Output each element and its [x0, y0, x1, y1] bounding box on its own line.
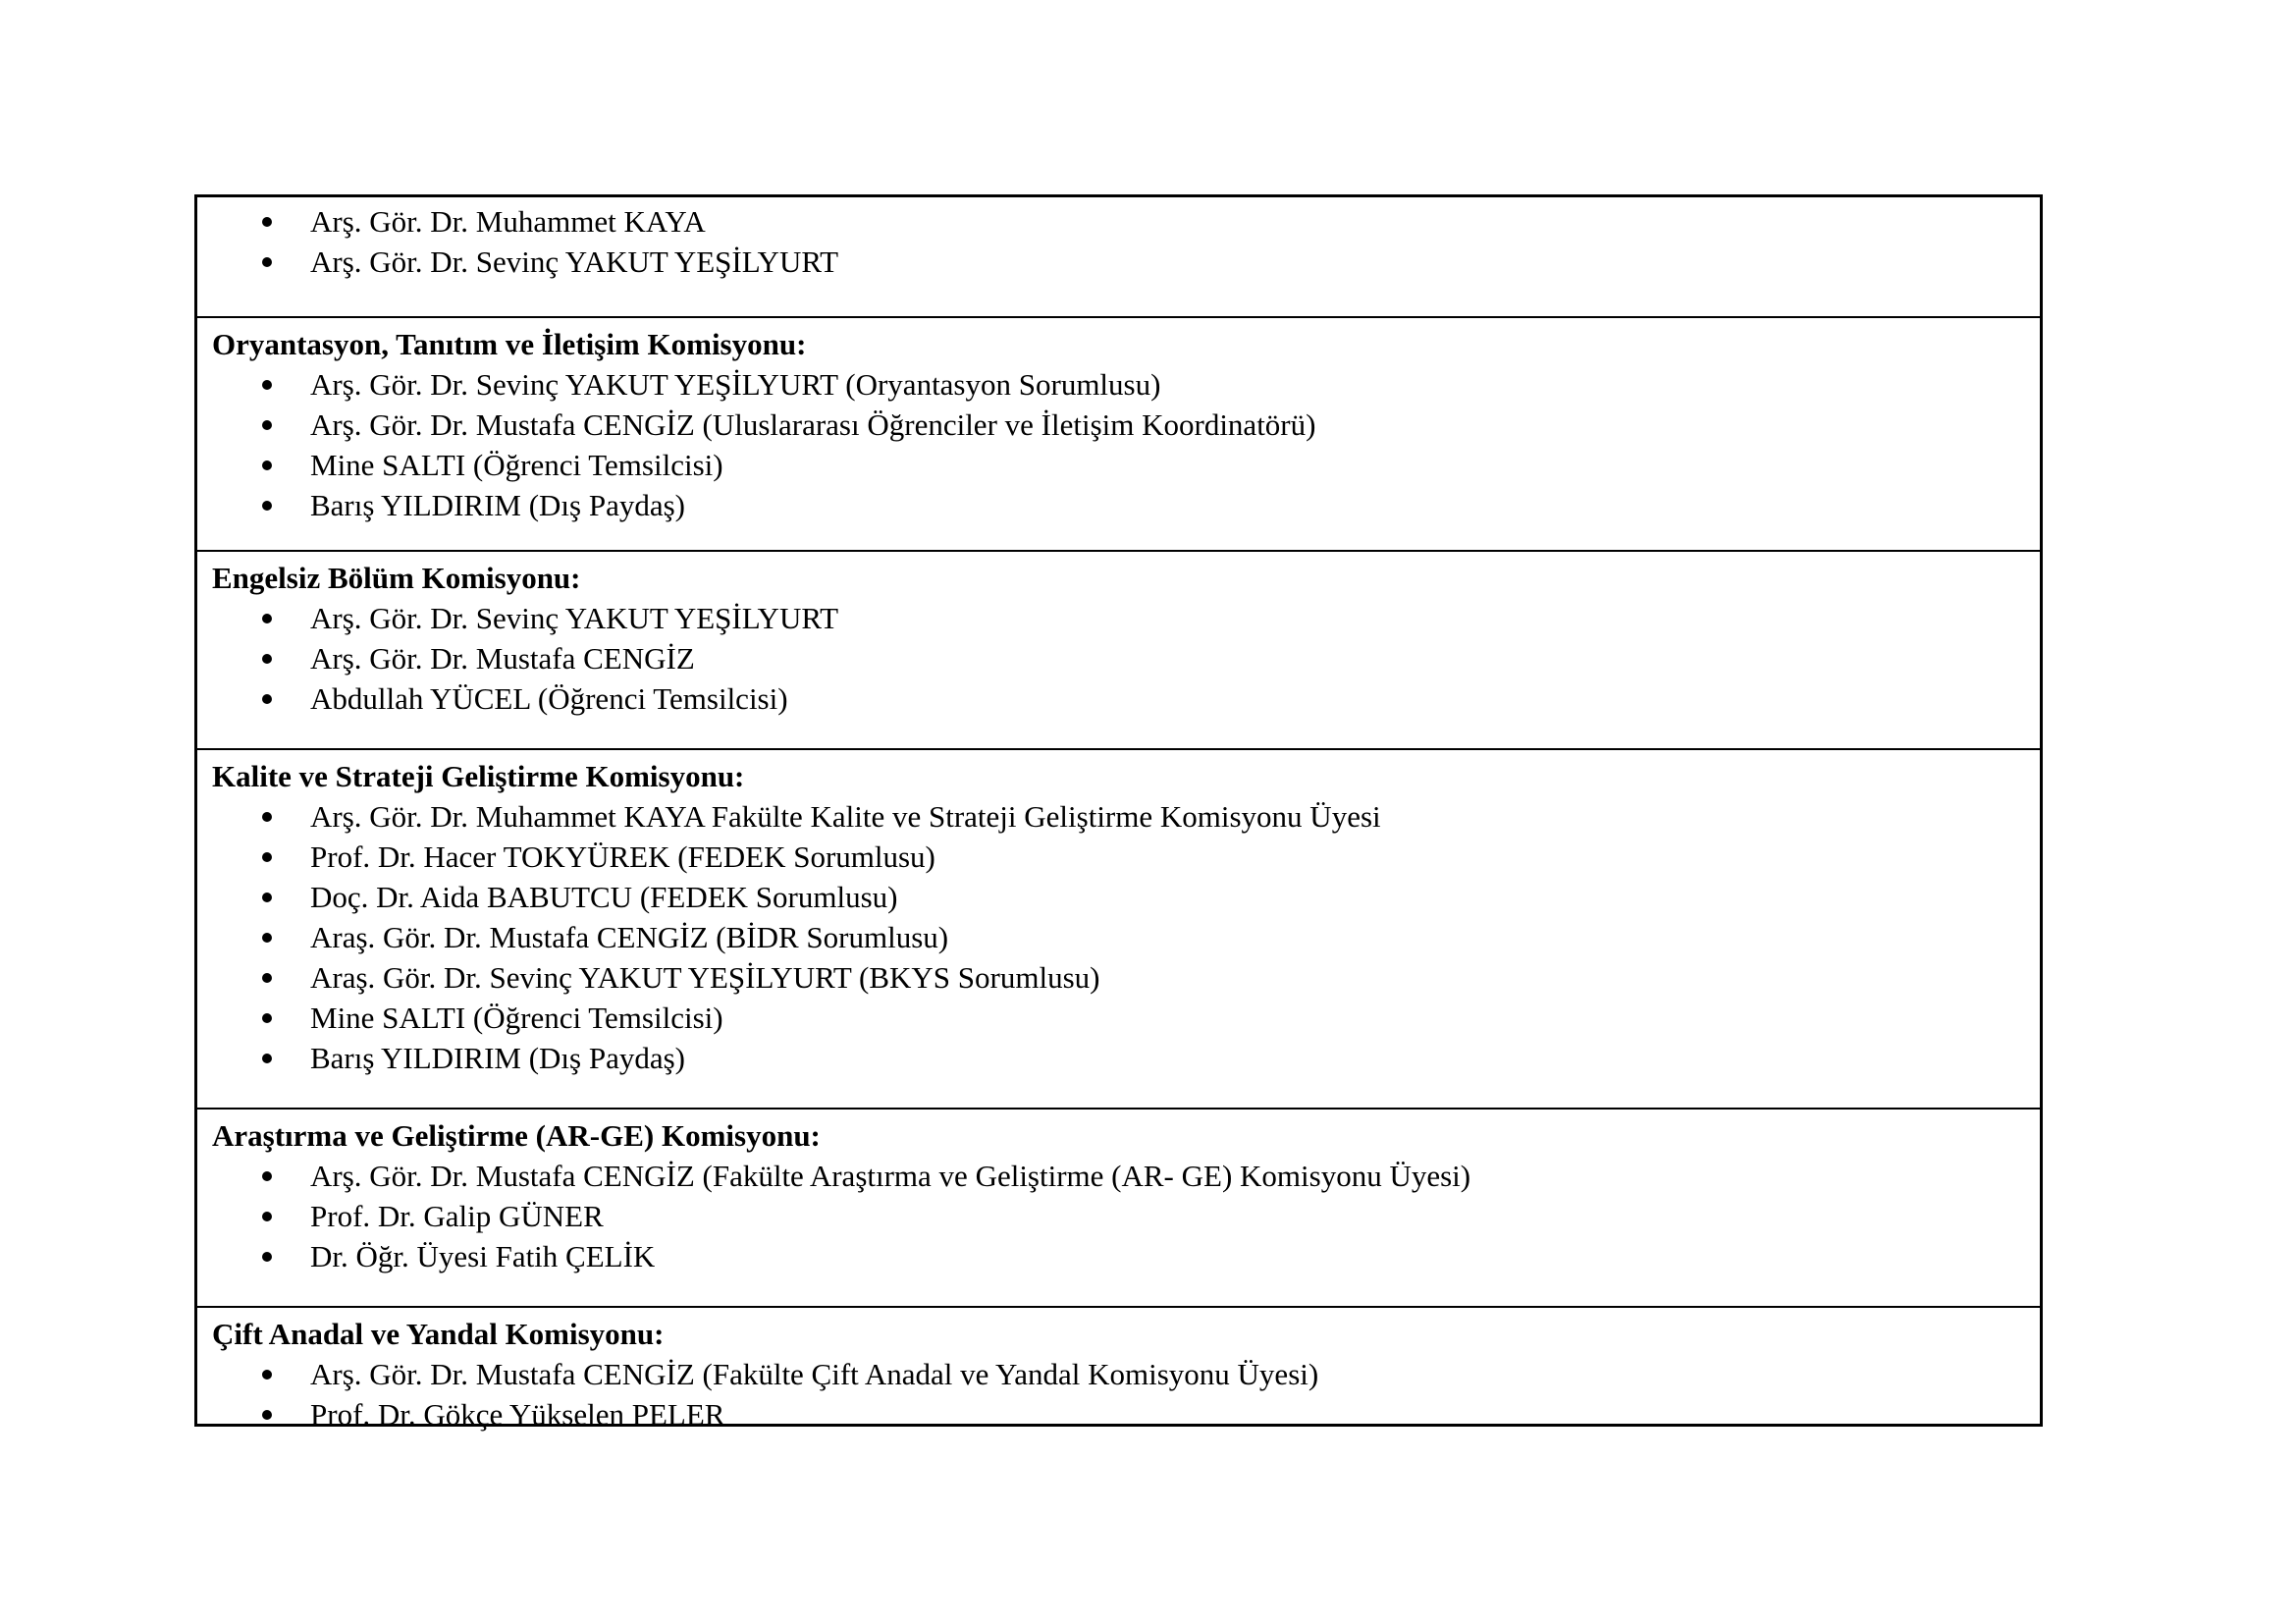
member-item [212, 445, 2040, 485]
member-list [212, 364, 2040, 525]
member-name: Arş. Gör. Dr. Mustafa CENGİZ (Uluslararası Öğrenciler ve İletişim Koordinatörü) [310, 407, 1316, 442]
member-item [212, 678, 2040, 719]
committee-title: Engelsiz Bölüm Komisyonu: [212, 561, 581, 595]
bullet-icon [262, 893, 272, 902]
committee-table [194, 194, 2043, 1432]
member-item [212, 998, 2040, 1038]
member-name: Mine SALTI (Öğrenci Temsilcisi) [310, 448, 723, 482]
member-item [212, 1236, 2040, 1276]
committee-section [197, 197, 2040, 316]
committee-title: Kalite ve Strateji Geliştirme Komisyonu: [212, 759, 745, 793]
member-item [212, 364, 2040, 405]
committee-title: Çift Anadal ve Yandal Komisyonu: [212, 1317, 665, 1351]
committee-section [197, 1306, 2040, 1432]
member-item [212, 837, 2040, 877]
bullet-icon [262, 1013, 272, 1023]
member-item [212, 638, 2040, 678]
member-name: Abdullah YÜCEL (Öğrenci Temsilcisi) [310, 681, 788, 716]
member-item [212, 405, 2040, 445]
member-item [212, 1354, 2040, 1394]
member-item [212, 796, 2040, 837]
bullet-icon [262, 460, 272, 470]
committee-section [197, 550, 2040, 748]
member-name: Araş. Gör. Dr. Mustafa CENGİZ (BİDR Sorumlusu) [310, 920, 949, 954]
member-item [212, 917, 2040, 957]
bullet-icon [262, 614, 272, 623]
member-list [212, 201, 2040, 282]
bullet-icon [262, 1410, 272, 1420]
bullet-icon [262, 852, 272, 862]
member-item [212, 598, 2040, 638]
member-name: Doç. Dr. Aida BABUTCU (FEDEK Sorumlusu) [310, 880, 898, 914]
bullet-icon [262, 1171, 272, 1181]
bullet-icon [262, 501, 272, 511]
member-item [212, 1394, 2040, 1435]
member-name: Arş. Gör. Dr. Mustafa CENGİZ (Fakülte Araştırma ve Geliştirme (AR- GE) Komisyonu Üyesi) [310, 1159, 1471, 1193]
member-name: Barış YILDIRIM (Dış Paydaş) [310, 1041, 685, 1075]
member-item [212, 485, 2040, 525]
member-item [212, 1156, 2040, 1196]
bullet-icon [262, 257, 272, 267]
bullet-icon [262, 973, 272, 983]
member-name: Arş. Gör. Dr. Muhammet KAYA Fakülte Kalite ve Strateji Geliştirme Komisyonu Üyesi [310, 799, 1381, 834]
bullet-icon [262, 812, 272, 822]
member-name: Barış YILDIRIM (Dış Paydaş) [310, 488, 685, 522]
committee-section [197, 748, 2040, 1108]
bullet-icon [262, 654, 272, 664]
member-name: Mine SALTI (Öğrenci Temsilcisi) [310, 1001, 723, 1035]
member-item [212, 1038, 2040, 1078]
member-name: Dr. Öğr. Üyesi Fatih ÇELİK [310, 1239, 656, 1273]
member-item [212, 1196, 2040, 1236]
member-name: Arş. Gör. Dr. Mustafa CENGİZ [310, 641, 695, 676]
bullet-icon [262, 1252, 272, 1262]
member-list [212, 1156, 2040, 1276]
member-name: Prof. Dr. Hacer TOKYÜREK (FEDEK Sorumlusu) [310, 839, 935, 874]
bullet-icon [262, 1370, 272, 1380]
member-item [212, 201, 2040, 242]
member-item [212, 242, 2040, 282]
bullet-icon [262, 1054, 272, 1063]
member-name: Arş. Gör. Dr. Sevinç YAKUT YEŞİLYURT [310, 244, 839, 279]
member-name: Prof. Dr. Galip GÜNER [310, 1199, 604, 1233]
bullet-icon [262, 933, 272, 943]
committee-title: Oryantasyon, Tanıtım ve İletişim Komisyonu: [212, 327, 807, 361]
bullet-icon [262, 380, 272, 390]
bullet-icon [262, 1212, 272, 1221]
member-item [212, 957, 2040, 998]
member-item [212, 877, 2040, 917]
member-name: Arş. Gör. Dr. Mustafa CENGİZ (Fakülte Çift Anadal ve Yandal Komisyonu Üyesi) [310, 1357, 1319, 1391]
member-list [212, 598, 2040, 719]
member-list [212, 796, 2040, 1078]
member-name: Araş. Gör. Dr. Sevinç YAKUT YEŞİLYURT (BKYS Sorumlusu) [310, 960, 1100, 995]
committee-section [197, 1108, 2040, 1306]
member-name: Arş. Gör. Dr. Sevinç YAKUT YEŞİLYURT [310, 601, 839, 635]
member-name: Arş. Gör. Dr. Muhammet KAYA [310, 204, 706, 239]
bullet-icon [262, 420, 272, 430]
bullet-icon [262, 694, 272, 704]
member-list [212, 1354, 2040, 1435]
bullet-icon [262, 217, 272, 227]
member-name: Arş. Gör. Dr. Sevinç YAKUT YEŞİLYURT (Oryantasyon Sorumlusu) [310, 367, 1161, 402]
committee-title: Araştırma ve Geliştirme (AR-GE) Komisyonu: [212, 1118, 821, 1153]
committee-section [197, 316, 2040, 550]
member-name: Prof. Dr. Gökçe Yükselen PELER [310, 1397, 725, 1432]
